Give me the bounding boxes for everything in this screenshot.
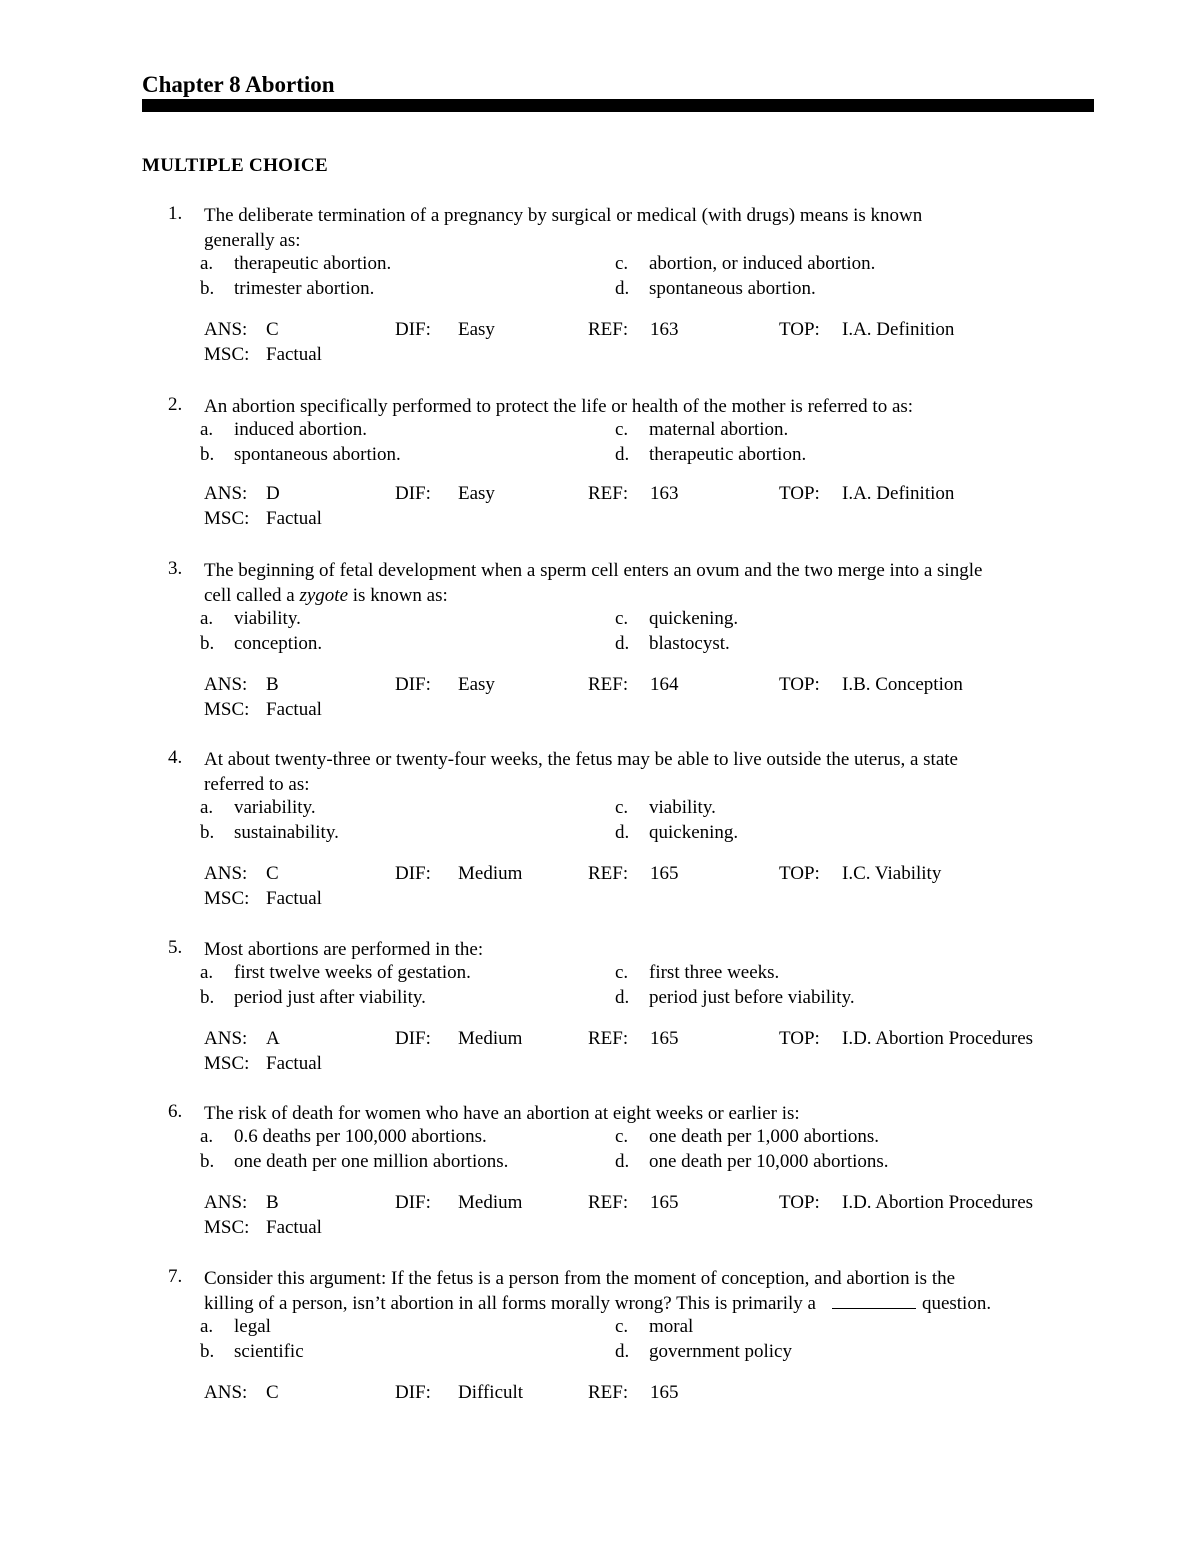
msc-value: Factual bbox=[266, 1217, 322, 1238]
dif-label: DIF: bbox=[395, 1192, 431, 1213]
top-value: I.D. Abortion Procedures bbox=[842, 1192, 1034, 1213]
question-number: 6. bbox=[168, 1101, 183, 1122]
top-value: I.B. Conception bbox=[842, 674, 963, 695]
dif-value: Medium bbox=[458, 863, 523, 884]
question-stem-line: The risk of death for women who have an abortion at eight weeks or earlier is: bbox=[204, 1103, 800, 1124]
dif-value: Easy bbox=[458, 674, 495, 695]
top-value: I.C. Viability bbox=[842, 863, 942, 884]
ref-label: REF: bbox=[588, 1382, 629, 1403]
ans-value: D bbox=[266, 483, 280, 504]
top-label: TOP: bbox=[779, 674, 820, 695]
question-stem bbox=[204, 747, 1094, 797]
dif-label: DIF: bbox=[395, 1028, 431, 1049]
question-stem bbox=[204, 937, 1094, 962]
italic-term: zygote bbox=[299, 585, 349, 606]
ans-value: A bbox=[266, 1028, 280, 1049]
question-stem-line: killing of a person, isn’t abortion in all forms morally wrong? This is primarily a question. bbox=[204, 1293, 992, 1314]
msc-value: Factual bbox=[266, 344, 322, 365]
dif-label: DIF: bbox=[395, 863, 431, 884]
question-stem bbox=[204, 1266, 1094, 1316]
ans-label: ANS: bbox=[204, 674, 248, 695]
answer-metadata bbox=[204, 863, 1084, 913]
ref-value: 163 bbox=[650, 483, 679, 504]
ref-value: 165 bbox=[650, 863, 679, 884]
answer-metadata bbox=[204, 1028, 1084, 1078]
msc-value: Factual bbox=[266, 1053, 322, 1074]
ref-value: 165 bbox=[650, 1382, 679, 1403]
ans-label: ANS: bbox=[204, 483, 248, 504]
ref-value: 165 bbox=[650, 1192, 679, 1213]
ref-label: REF: bbox=[588, 674, 629, 695]
answer-metadata bbox=[204, 319, 1084, 369]
msc-value: Factual bbox=[266, 699, 322, 720]
ref-value: 164 bbox=[650, 674, 679, 695]
ans-label: ANS: bbox=[204, 1192, 248, 1213]
msc-label: MSC: bbox=[204, 508, 250, 529]
ref-label: REF: bbox=[588, 863, 629, 884]
dif-label: DIF: bbox=[395, 674, 431, 695]
dif-value: Medium bbox=[458, 1028, 523, 1049]
msc-value: Factual bbox=[266, 888, 322, 909]
top-value: I.D. Abortion Procedures bbox=[842, 1028, 1034, 1049]
question-stem-line: An abortion specifically performed to protect the life or health of the mother is referred to as: bbox=[204, 396, 914, 417]
question-stem bbox=[204, 203, 1094, 253]
question-stem-line: Most abortions are performed in the: bbox=[204, 939, 484, 960]
msc-label: MSC: bbox=[204, 1217, 250, 1238]
question-stem-line: The deliberate termination of a pregnancy by surgical or medical (with drugs) means is known bbox=[204, 205, 923, 226]
ans-value: C bbox=[266, 863, 279, 884]
ref-label: REF: bbox=[588, 319, 629, 340]
top-label: TOP: bbox=[779, 319, 820, 340]
ans-value: C bbox=[266, 1382, 279, 1403]
ref-value: 165 bbox=[650, 1028, 679, 1049]
answer-metadata bbox=[204, 674, 1084, 724]
ans-label: ANS: bbox=[204, 1028, 248, 1049]
question-stem-line: The beginning of fetal development when a sperm cell enters an ovum and the two merge into a single bbox=[204, 560, 983, 581]
dif-label: DIF: bbox=[395, 483, 431, 504]
question-number: 2. bbox=[168, 394, 183, 415]
ans-value: C bbox=[266, 319, 279, 340]
chapter-title: Chapter 8 Abortion bbox=[142, 72, 335, 97]
msc-value: Factual bbox=[266, 508, 322, 529]
msc-label: MSC: bbox=[204, 699, 250, 720]
dif-value: Medium bbox=[458, 1192, 523, 1213]
top-value: I.A. Definition bbox=[842, 483, 955, 504]
dif-label: DIF: bbox=[395, 319, 431, 340]
ans-label: ANS: bbox=[204, 319, 248, 340]
ref-value: 163 bbox=[650, 319, 679, 340]
answer-metadata bbox=[204, 1382, 1084, 1432]
top-label: TOP: bbox=[779, 1192, 820, 1213]
ans-value: B bbox=[266, 674, 279, 695]
section-heading: MULTIPLE CHOICE bbox=[142, 155, 328, 176]
ans-label: ANS: bbox=[204, 1382, 248, 1403]
dif-value: Difficult bbox=[458, 1382, 524, 1403]
ref-label: REF: bbox=[588, 483, 629, 504]
question-number: 7. bbox=[168, 1266, 183, 1287]
msc-label: MSC: bbox=[204, 1053, 250, 1074]
ref-label: REF: bbox=[588, 1028, 629, 1049]
dif-label: DIF: bbox=[395, 1382, 431, 1403]
ans-label: ANS: bbox=[204, 863, 248, 884]
question-number: 3. bbox=[168, 558, 183, 579]
answer-metadata bbox=[204, 483, 1084, 533]
title-rule bbox=[142, 99, 1094, 112]
fill-in-blank bbox=[832, 1292, 916, 1309]
msc-label: MSC: bbox=[204, 888, 250, 909]
msc-label: MSC: bbox=[204, 344, 250, 365]
question-stem bbox=[204, 394, 1094, 419]
ref-label: REF: bbox=[588, 1192, 629, 1213]
question-number: 5. bbox=[168, 937, 183, 958]
ans-value: B bbox=[266, 1192, 279, 1213]
question-stem bbox=[204, 558, 1094, 608]
top-label: TOP: bbox=[779, 1028, 820, 1049]
top-label: TOP: bbox=[779, 863, 820, 884]
question-stem-line: referred to as: bbox=[204, 774, 310, 795]
question-number: 1. bbox=[168, 203, 183, 224]
top-value: I.A. Definition bbox=[842, 319, 955, 340]
question-stem bbox=[204, 1101, 1094, 1126]
question-stem-line: Consider this argument: If the fetus is a person from the moment of conception, and abortion is the bbox=[204, 1268, 956, 1289]
question-stem-line: cell called a zygote is known as: bbox=[204, 585, 448, 606]
dif-value: Easy bbox=[458, 483, 495, 504]
question-number: 4. bbox=[168, 747, 183, 768]
question-stem-line: At about twenty-three or twenty-four weeks, the fetus may be able to live outside the uterus, a state bbox=[204, 749, 958, 770]
dif-value: Easy bbox=[458, 319, 495, 340]
answer-metadata bbox=[204, 1192, 1084, 1242]
top-label: TOP: bbox=[779, 483, 820, 504]
question-stem-line: generally as: bbox=[204, 230, 301, 251]
